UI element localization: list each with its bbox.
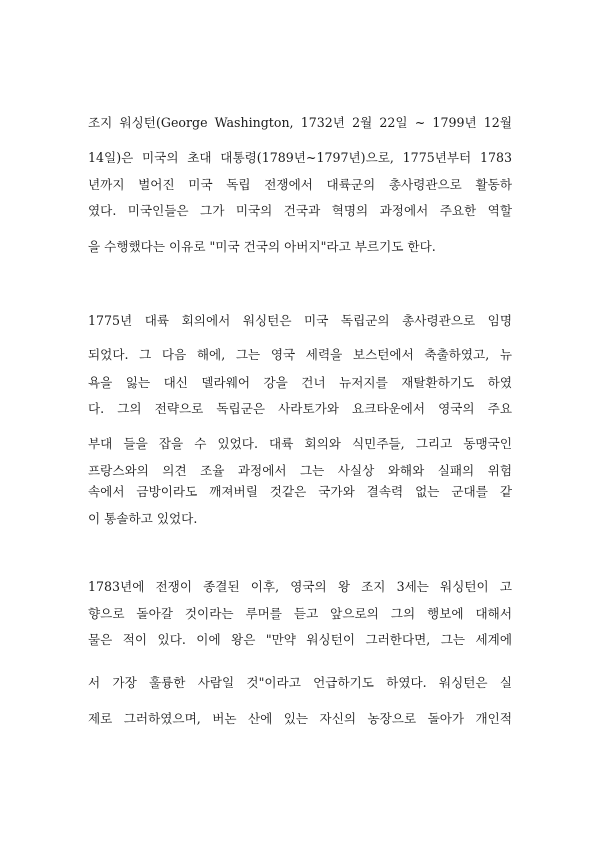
text-line: 1783년에 전쟁이 종결된 이후, 영국의 왕 조지 3세는 워싱턴이 고 xyxy=(88,579,512,594)
text-line: 되었다. 그 다음 해에, 그는 영국 세력을 보스턴에서 축출하였고, 뉴 xyxy=(88,347,512,362)
text-line: 제로 그러하였으며, 버논 산에 있는 자신의 농장으로 돌아가 개인적 xyxy=(88,711,512,726)
text-line: 을 수행했다는 이유로 "미국 건국의 아버지"라고 부르기도 한다. xyxy=(88,239,436,254)
text-line: 부대 들을 잡을 수 있었다. 대륙 회의와 식민주들, 그리고 동맹국인 xyxy=(88,436,512,451)
text-line: 속에서 금방이라도 깨져버릴 것같은 국가와 결속력 없는 군대를 같 xyxy=(88,484,512,499)
text-line: 물은 적이 있다. 이에 왕은 "만약 워싱턴이 그러한다면, 그는 세계에 xyxy=(88,632,512,647)
text-line: 향으로 돌아갈 것이라는 루머를 듣고 앞으로의 그의 행보에 대해서 xyxy=(88,606,512,621)
text-line: 욕을 잃는 대신 델라웨어 강을 건너 뉴저지를 재탈환하기도 하였 xyxy=(88,375,512,390)
text-line: 프랑스와의 의견 조율 과정에서 그는 사실상 와해와 실패의 위험 xyxy=(88,463,512,478)
text-line: 이 통솔하고 있었다. xyxy=(88,511,198,526)
text-line: 서 가장 훌륭한 사람일 것"이라고 언급하기도 하였다. 워싱턴은 실 xyxy=(88,675,512,690)
text-line: 였다. 미국인들은 그가 미국의 건국과 혁명의 과정에서 주요한 역할 xyxy=(88,203,512,218)
text-line: 다. 그의 전략으로 독립군은 사라토가와 요크타운에서 영국의 주요 xyxy=(88,401,512,416)
text-line: 14일)은 미국의 초대 대통령(1789년~1797년)으로, 1775년부터 1783 xyxy=(88,150,512,165)
text-line: 년까지 벌어진 미국 독립 전쟁에서 대륙군의 총사령관으로 활동하 xyxy=(88,177,512,192)
text-line: 조지 워싱턴(George Washington, 1732년 2월 22일 ~ 1799년 12월 xyxy=(88,115,512,130)
text-line: 1775년 대륙 회의에서 워싱턴은 미국 독립군의 총사령관으로 임명 xyxy=(88,313,512,328)
